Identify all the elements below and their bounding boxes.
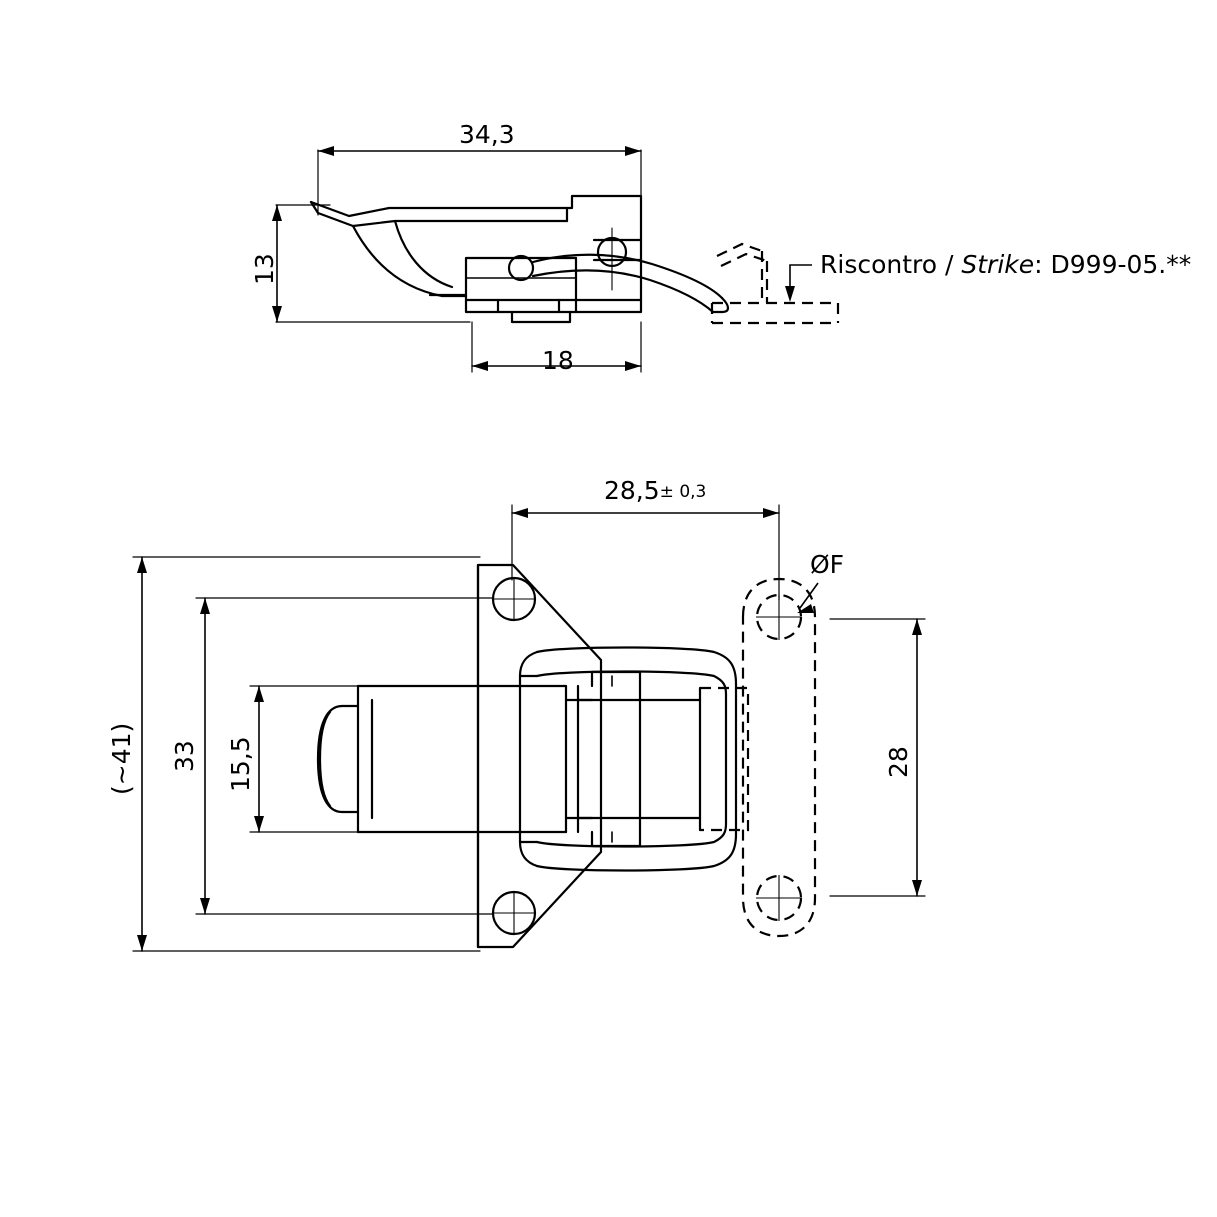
strike-note-italic: Strike [961, 250, 1035, 279]
strike-note [820, 252, 1191, 277]
plan-view-geometry [133, 505, 925, 951]
strike-note-suffix: : D999-05.** [1034, 250, 1192, 279]
side-view-geometry [272, 146, 728, 375]
hole-diameter-label: ØF [810, 550, 845, 579]
plan-view-strike-dashed [700, 579, 815, 936]
dimension-strike-tolerance: ± 0,3 [659, 482, 707, 502]
dimension-strike-center: 28,5 [604, 476, 660, 505]
strike-center-marks [756, 594, 802, 921]
dimension-overall-height: (~41) [107, 722, 136, 795]
dimension-body-height: 15,5 [226, 736, 255, 792]
strike-leader [785, 265, 812, 302]
dimension-top-width: 34,3 [459, 120, 515, 149]
dimension-base-width: 18 [542, 346, 574, 375]
dimension-plate-height: 33 [170, 740, 199, 772]
dimension-strike-height: 28 [884, 746, 913, 778]
dimension-strike-center-group [604, 478, 706, 503]
dimension-top-height: 13 [250, 253, 279, 285]
strike-note-prefix: Riscontro / [820, 250, 962, 279]
